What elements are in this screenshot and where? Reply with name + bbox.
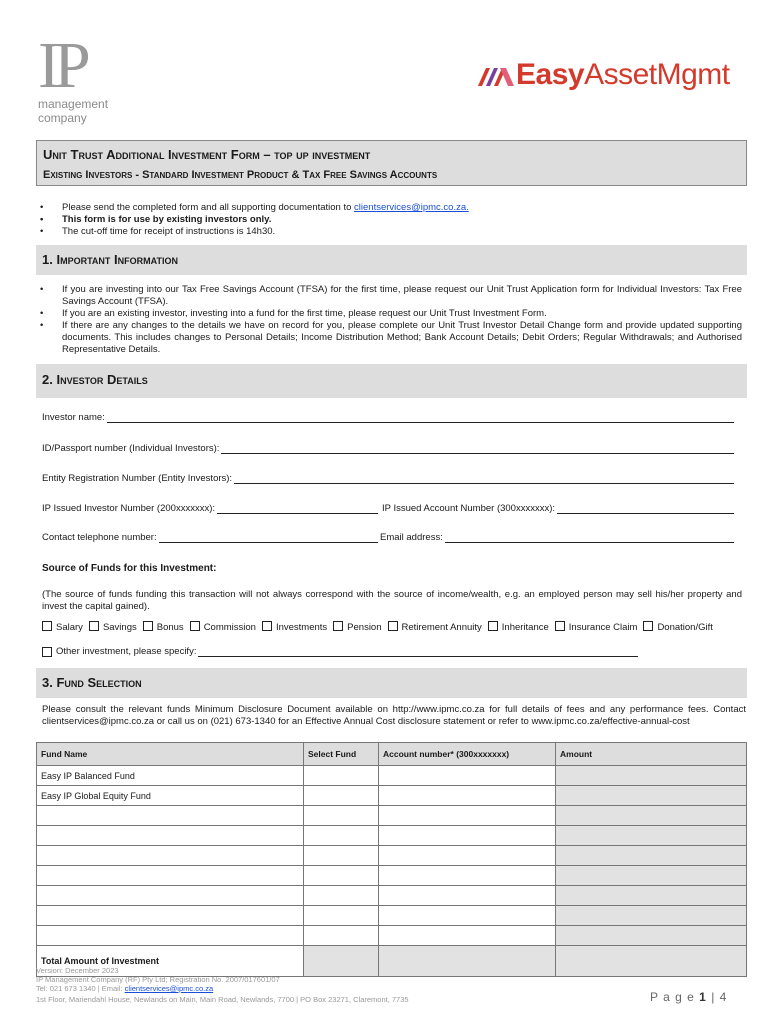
page-label: P a g e <box>650 990 695 1004</box>
checkbox[interactable] <box>262 621 272 631</box>
fund-row <box>37 846 747 866</box>
checkbox[interactable] <box>190 621 200 631</box>
client-services-link[interactable]: clientservices@ipmc.co.za. <box>354 202 469 213</box>
entity-reg-line[interactable] <box>234 473 734 484</box>
page-number: 1 <box>699 990 707 1004</box>
amount-cell[interactable] <box>556 926 747 946</box>
select-fund-cell[interactable] <box>304 926 379 946</box>
easy-logo-mark-icon <box>478 64 516 86</box>
source-of-funds-note: (The source of funds funding this transaction will not always correspond with the source of income/wealth, e.g. an employed person may sell his/her property and invest the capital gained). <box>42 589 742 612</box>
source-of-funds-heading: Source of Funds for this Investment: <box>42 563 217 574</box>
easy-logo-bold: Easy <box>516 58 585 91</box>
select-fund-cell[interactable] <box>304 786 379 806</box>
ip-management-logo <box>38 29 138 126</box>
checkbox[interactable] <box>89 621 99 631</box>
fund-name-cell: Easy IP Global Equity Fund <box>37 786 304 806</box>
fund-table-header-row <box>37 743 747 766</box>
fund-row <box>37 866 747 886</box>
source-option-commission[interactable] <box>190 622 256 633</box>
fund-name-cell <box>37 926 304 946</box>
account-number-cell[interactable] <box>379 886 556 906</box>
fund-name-cell <box>37 906 304 926</box>
id-passport-line[interactable] <box>221 443 734 454</box>
fund-selection-table <box>36 742 747 977</box>
section-3-header <box>36 668 747 698</box>
account-number-cell[interactable] <box>379 786 556 806</box>
select-fund-cell[interactable] <box>304 906 379 926</box>
section-1-title: 1. Important Information <box>42 252 178 267</box>
other-investment-field[interactable] <box>42 646 638 657</box>
source-option-salary[interactable] <box>42 622 83 633</box>
fund-name-cell <box>37 826 304 846</box>
section-2-header <box>36 364 747 398</box>
telephone-label: Contact telephone number: <box>42 532 157 543</box>
fund-row <box>37 826 747 846</box>
source-option-insurance-claim[interactable] <box>555 622 638 633</box>
email-label: Email address: <box>380 532 443 543</box>
easy-asset-mgmt-logo <box>478 58 730 92</box>
option-label: Bonus <box>156 622 184 633</box>
ip-investor-number-field[interactable] <box>42 503 378 514</box>
checkbox[interactable] <box>42 621 52 631</box>
source-of-funds-options <box>42 621 747 633</box>
page-total: 4 <box>719 990 728 1004</box>
easy-logo-rest: AssetMgmt <box>584 58 730 91</box>
checkbox[interactable] <box>388 621 398 631</box>
amount-cell[interactable] <box>556 906 747 926</box>
other-investment-checkbox[interactable] <box>42 647 52 657</box>
amount-cell[interactable] <box>556 886 747 906</box>
footer-company: IP Management Company (RF) Pty Ltd; Registration No. 2007/017601/07 <box>36 975 280 984</box>
fund-row <box>37 786 747 806</box>
account-number-cell[interactable] <box>379 926 556 946</box>
option-label: Savings <box>102 622 137 633</box>
fund-name-cell: Easy IP Balanced Fund <box>37 766 304 786</box>
info-item-2: • If you are an existing investor, investing into a fund for the first time, please request our Unit Trust Investment Form. <box>36 308 742 320</box>
telephone-line[interactable] <box>159 532 378 543</box>
amount-cell[interactable] <box>556 846 747 866</box>
select-fund-cell[interactable] <box>304 826 379 846</box>
footer-contact: Tel: 021 673 1340 | Email: clientservices@ipmc.co.za <box>36 984 214 993</box>
col-amount: Amount <box>556 743 747 766</box>
checkbox[interactable] <box>643 621 653 631</box>
account-number-cell[interactable] <box>379 826 556 846</box>
source-option-pension[interactable] <box>333 622 381 633</box>
intro-item-2: • This form is for use by existing investors only. <box>36 214 736 226</box>
footer-email-link[interactable]: clientservices@ipmc.co.za <box>124 984 214 993</box>
id-passport-field[interactable] <box>42 443 734 454</box>
fund-row <box>37 806 747 826</box>
fund-name-cell <box>37 846 304 866</box>
ip-account-number-field[interactable] <box>382 503 734 514</box>
total-amount-cell[interactable] <box>556 946 747 977</box>
section-1-header <box>36 245 747 275</box>
option-label: Insurance Claim <box>568 622 638 633</box>
ip-logo-line2: company <box>38 111 87 125</box>
footer-version: Version: December 2023 <box>36 966 119 975</box>
select-fund-cell[interactable] <box>304 766 379 786</box>
fund-row <box>37 906 747 926</box>
account-number-cell[interactable] <box>379 906 556 926</box>
account-number-cell[interactable] <box>379 846 556 866</box>
select-fund-cell[interactable] <box>304 886 379 906</box>
source-option-retirement-annuity[interactable] <box>388 622 482 633</box>
select-fund-cell[interactable] <box>304 806 379 826</box>
footer-block <box>36 966 409 1004</box>
checkbox[interactable] <box>488 621 498 631</box>
option-label: Inheritance <box>501 622 549 633</box>
checkbox[interactable] <box>143 621 153 631</box>
fund-name-cell <box>37 886 304 906</box>
option-label: Donation/Gift <box>657 622 713 633</box>
total-label: Total Amount of Investment <box>37 946 304 977</box>
form-subtitle: Existing Investors - Standard Investment Product & Tax Free Savings Accounts <box>43 169 438 181</box>
section-2-title: 2. Investor Details <box>42 372 148 387</box>
important-info-list <box>36 284 742 356</box>
investor-name-label: Investor name: <box>42 412 105 423</box>
entity-reg-field[interactable] <box>42 473 734 484</box>
source-option-investments[interactable] <box>262 622 327 633</box>
option-label: Pension <box>347 622 382 633</box>
checkbox[interactable] <box>333 621 343 631</box>
account-number-cell[interactable] <box>379 766 556 786</box>
footer-address: 1st Floor, Mariendahl House, Newlands on Main, Main Road, Newlands, 7700 | PO Box 23271, Claremont, 7735 <box>36 995 409 1004</box>
fund-row <box>37 886 747 906</box>
email-line[interactable] <box>445 532 734 543</box>
ip-logo-letters: IP <box>38 29 85 102</box>
source-option-inheritance[interactable] <box>488 622 549 633</box>
info-item-1: • If you are investing into our Tax Free Savings Account (TFSA) for the first time, please request our Unit Trust Application form for Individual Investors: Tax Free Savings Account (TFSA). <box>36 284 742 308</box>
form-title: Unit Trust Additional Investment Form – top up investment <box>43 147 371 162</box>
id-passport-label: ID/Passport number (Individual Investors): <box>42 443 220 454</box>
source-option-donation-gift[interactable] <box>643 622 712 633</box>
other-investment-line[interactable] <box>198 646 638 657</box>
col-account-number: Account number* (300xxxxxxx) <box>379 743 556 766</box>
intro-item-3: • The cut-off time for receipt of instructions is 14h30. <box>36 226 736 238</box>
option-label: Commission <box>203 622 256 633</box>
investor-name-field[interactable] <box>42 412 734 423</box>
investor-name-line[interactable] <box>107 412 734 423</box>
fund-selection-note: Please consult the relevant funds Minimum Disclosure Document available on http://www.ipmc.co.za for full details of fees and any performance fees. Contact clientservices@ipmc.co.za or call us on (021) 673-1340 for an Effective Annual Cost disclosure statement or refer to www.ipmc.co.za/effective-annual-cost <box>42 704 746 727</box>
amount-cell[interactable] <box>556 766 747 786</box>
source-option-savings[interactable] <box>89 622 137 633</box>
form-title-box <box>36 140 747 186</box>
intro-item-1-text: Please send the completed form and all supporting documentation to <box>62 202 355 213</box>
col-select-fund: Select Fund <box>304 743 379 766</box>
checkbox[interactable] <box>555 621 565 631</box>
entity-reg-label: Entity Registration Number (Entity Investors): <box>42 473 233 484</box>
ip-logo-line1: management <box>38 97 109 111</box>
page-indicator: P a g e 1 | 4 <box>650 990 728 1004</box>
amount-cell[interactable] <box>556 866 747 886</box>
section-3-title: 3. Fund Selection <box>42 675 142 690</box>
telephone-field[interactable] <box>42 532 378 543</box>
intro-list <box>36 202 736 238</box>
email-field[interactable] <box>380 532 734 543</box>
account-number-cell[interactable] <box>379 806 556 826</box>
source-option-bonus[interactable] <box>143 622 184 633</box>
amount-cell[interactable] <box>556 806 747 826</box>
intro-item-1 <box>36 202 736 214</box>
account-number-cell[interactable] <box>379 866 556 886</box>
ip-account-number-line[interactable] <box>557 503 734 514</box>
fund-name-cell <box>37 806 304 826</box>
option-label: Investments <box>275 622 328 633</box>
amount-cell[interactable] <box>556 786 747 806</box>
ip-account-number-label: IP Issued Account Number (300xxxxxxx): <box>382 503 556 514</box>
option-label: Salary <box>56 622 83 633</box>
fund-row <box>37 766 747 786</box>
ip-investor-number-label: IP Issued Investor Number (200xxxxxxx): <box>42 503 215 514</box>
fund-row <box>37 926 747 946</box>
info-item-3: • If there are any changes to the details we have on record for you, please complete our Unit Trust Investor Detail Change form and provide updated supporting documents. This includes changes to Personal Details; Income Distribution Method; Bank Account Details; Debit Orders; Regular Withdrawals; and Authorised Representative Details. <box>36 320 742 356</box>
amount-cell[interactable] <box>556 826 747 846</box>
fund-name-cell <box>37 866 304 886</box>
col-fund-name: Fund Name <box>37 743 304 766</box>
select-fund-cell[interactable] <box>304 866 379 886</box>
other-investment-label: Other investment, please specify: <box>56 646 197 657</box>
ip-investor-number-line[interactable] <box>217 503 378 514</box>
option-label: Retirement Annuity <box>401 622 482 633</box>
select-fund-cell[interactable] <box>304 846 379 866</box>
